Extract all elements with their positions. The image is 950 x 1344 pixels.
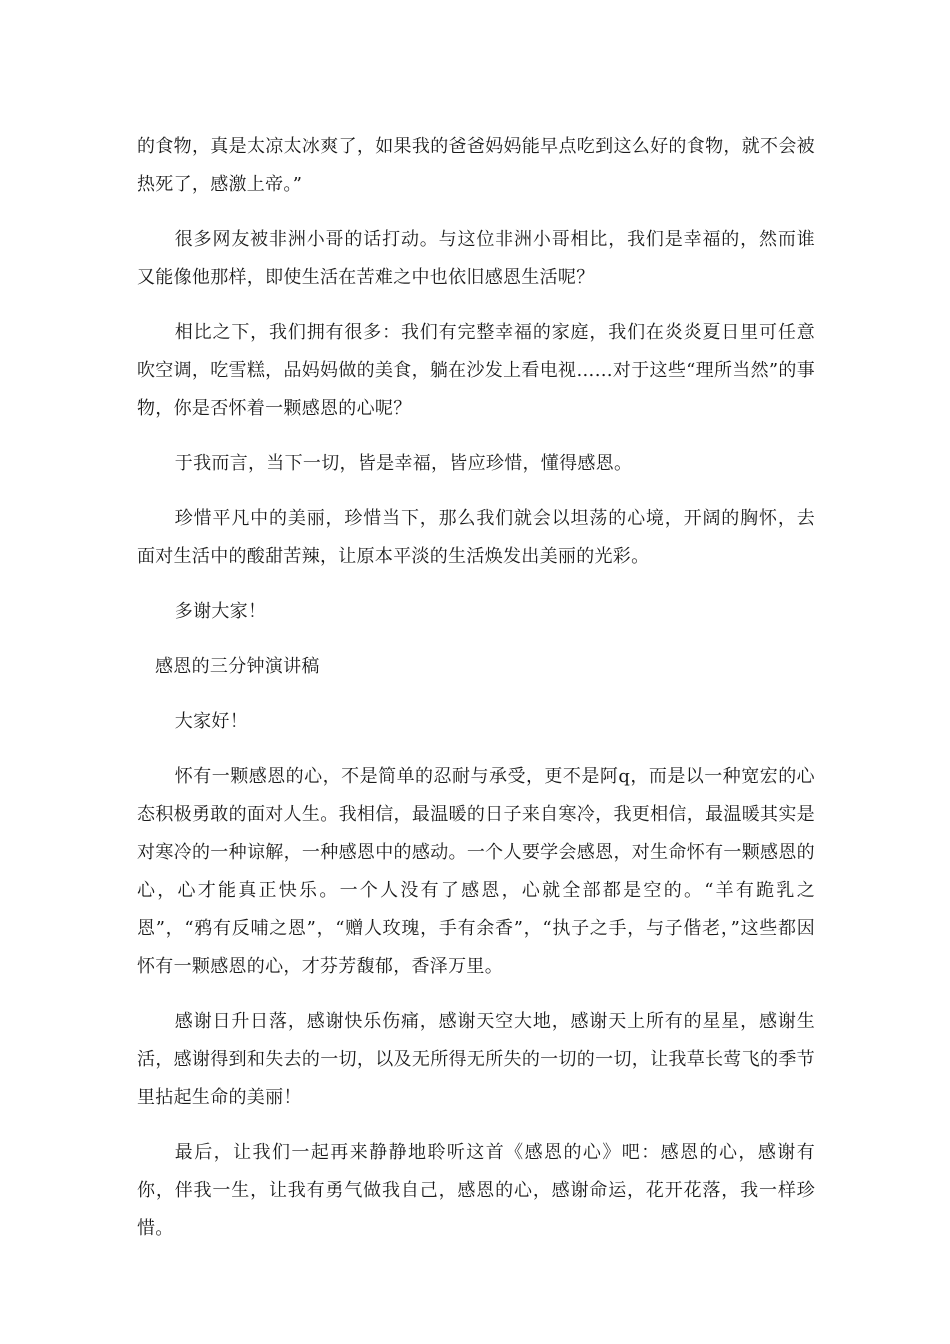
paragraph: 珍惜平凡中的美丽，珍惜当下，那么我们就会以坦荡的心境，开阔的胸怀，去面对生活中的酸甜苦辣，让原本平淡的生活焕发出美丽的光彩。 <box>137 508 815 567</box>
paragraph: 怀有一颗感恩的心，不是简单的忍耐与承受，更不是阿q，而是以一种宽宏的心态积极勇敢的面对人生。我相信，最温暖的日子来自寒冷，我更相信，最温暖其实是对寒冷的一种谅解，一种感恩中的感动。一个人要学会感恩，对生命怀有一颗感恩的心，心才能真正快乐。一个人没有了感恩，心就全部都是空的。“羊有跪乳之恩”，“鸦有反哺之恩”，“赠人玫瑰，手有余香”，“执子之手，与子偕老，”这些都因怀有一颗感恩的心，才芬芳馥郁，香泽万里。 <box>137 766 815 977</box>
document-body <box>137 128 815 1265</box>
paragraph: 很多网友被非洲小哥的话打动。与这位非洲小哥相比，我们是幸福的，然而谁又能像他那样，即使生活在苦难之中也依旧感恩生活呢？ <box>137 229 815 288</box>
paragraph: 感谢日升日落，感谢快乐伤痛，感谢天空大地，感谢天上所有的星星，感谢生活，感谢得到和失去的一切，以及无所得无所失的一切的一切，让我草长莺飞的季节里拈起生命的美丽！ <box>137 1011 815 1108</box>
paragraph-closing: 多谢大家！ <box>174 601 267 622</box>
paragraph: 相比之下，我们拥有很多：我们有完整幸福的家庭，我们在炎炎夏日里可任意吹空调，吃雪糕，品妈妈做的美食，躺在沙发上看电视……对于这些“理所当然”的事物，你是否怀着一颗感恩的心呢？ <box>137 322 815 419</box>
section-title: 感恩的三分钟演讲稿 <box>155 656 320 677</box>
paragraph-greeting: 大家好！ <box>174 711 248 732</box>
paragraph: 于我而言，当下一切，皆是幸福，皆应珍惜，懂得感恩。 <box>174 453 633 474</box>
paragraph-continued: 的食物，真是太凉太冰爽了，如果我的爸爸妈妈能早点吃到这么好的食物，就不会被热死了，感激上帝。” <box>137 136 815 195</box>
paragraph: 最后，让我们一起再来静静地聆听这首《感恩的心》吧：感恩的心，感谢有你，伴我一生，让我有勇气做我自己，感恩的心，感谢命运，花开花落，我一样珍惜。 <box>137 1142 815 1239</box>
